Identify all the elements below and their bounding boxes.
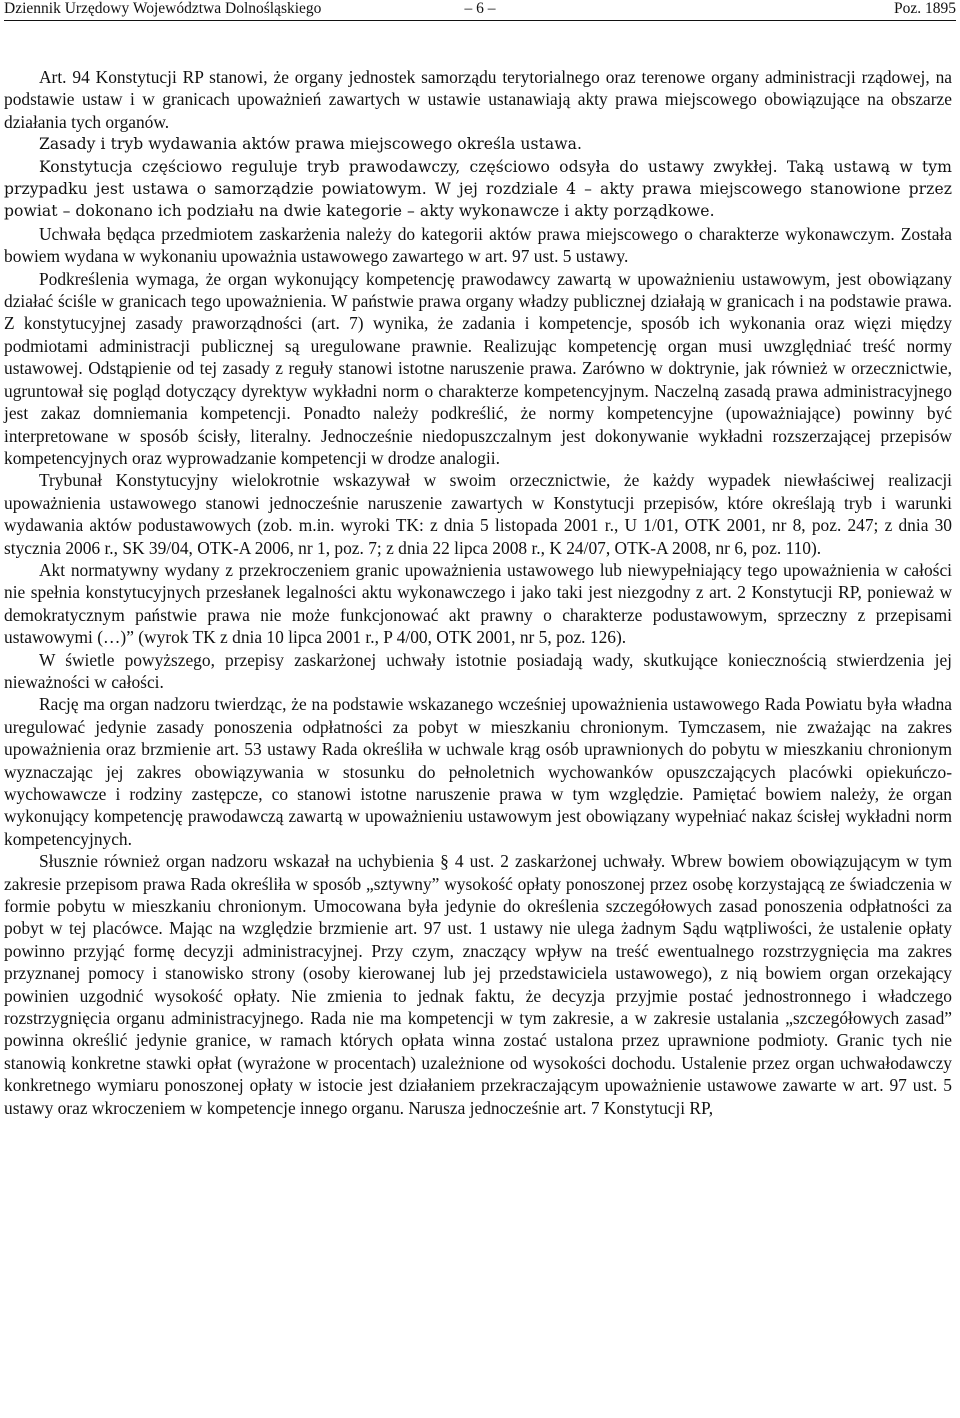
paragraph: Podkreślenia wymaga, że organ wykonujący kompetencję prawodawcy zawartą w upoważnieniu ustawowym, jest obowiązany działać ściśle w granicach tego upoważnienia. W państwie prawa organy władzy publicznej działają w granicach i na podstawie prawa. Z konstytucyjnej zasady praworządności (art. 7) wynika, że zadania i kompetencje, sposób ich wykonania oraz więzi między podmiotami administracji publicznej są uregulowane prawnie. Realizując kompetencję organ musi uwzględniać treść normy ustawowej. Odstąpienie od tej zasady z reguły stanowi istotne naruszenie prawa. Zarówno w doktrynie, jak również w orzecznictwie, ugruntował się pogląd dotyczący dyrektyw wykładni norm o charakterze kompetencyjnym. Naczelną zasadą prawa administracyjnego jest zakaz domniemania kompetencji. Ponadto należy podkreślić, że normy kompetencyjne (upoważniające) powinny być interpretowane w sposób ścisły, literalny. Jednocześnie niedopuszczalnym jest dokonywanie wykładni rozszerzającej przepisów kompetencyjnych oraz wyprowadzanie kompetencji w drodze analogii. (4, 268, 952, 468)
document-body (4, 66, 952, 1119)
header-rule (4, 20, 956, 21)
paragraph: W świetle powyższego, przepisy zaskarżonej uchwały istotnie posiadają wady, skutkujące koniecznością stwierdzenia jej nieważności w całości. (4, 649, 952, 692)
paragraph: Konstytucja częściowo reguluje tryb prawodawczy, częściowo odsyła do ustawy zwykłej. Taką ustawą w tym przypadku jest ustawa o samorządzie powiatowym. W jej rozdziale 4 – akty prawa miejscowego stanowione przez powiat – dokonano ich podziału na dwie kategorie – akty wykonawcze i akty porządkowe. (4, 157, 952, 221)
paragraph: Akt normatywny wydany z przekroczeniem granic upoważnienia ustawowego lub niewypełniający tego upoważnienia w całości nie spełnia konstytucyjnych przesłanek legalności aktu wykonawczego i jako taki jest niezgodny z art. 2 Konstytucji RP, ponieważ w demokratycznym państwie prawa nie może funkcjonować akt prawny o charakterze podustawowym, sprzeczny z przepisami ustawowymi (…)” (wyrok TK z dnia 10 lipca 2001 r., P 4/00, OTK 2001, nr 5, poz. 126). (4, 559, 952, 648)
paragraph: Rację ma organ nadzoru twierdząc, że na podstawie wskazanego wcześniej upoważnienia ustawowego Rada Powiatu była władna uregulować jedynie zasady ponoszenia odpłatności za pobyt w mieszkaniu chronionym. Tymczasem, nie zważając na zakres upoważnienia oraz brzmienie art. 53 ustawy Rada określiła w uchwale krąg osób uprawnionych do pobytu w mieszkaniu chronionym wyznaczając jej zakres obowiązywania w stosunku do pełnoletnich wychowanków opuszczających placówki opiekuńczo-wychowawcze i rodziny zastępcze, co stanowi istotne naruszenie prawa w tym względzie. Pamiętać bowiem należy, że organ wykonujący kompetencję prawodawczą zawartą w upoważnieniu ustawowym jest obowiązany wypełniać nakaz ścisłej wykładni norm kompetencyjnych. (4, 694, 952, 849)
journal-title: Dziennik Urzędowy Województwa Dolnośląskiego (4, 0, 322, 17)
paragraph: Trybunał Konstytucyjny wielokrotnie wskazywał w swoim orzecznictwie, że każdy wypadek niewłaściwej realizacji upoważnienia ustawowego stanowi jednocześnie naruszenie zawartych w Konstytucji przepisów, które określają tryb i warunki wydawania aktów podustawowych (zob. m.in. wyroki TK: z dnia 5 listopada 2001 r., U 1/01, OTK 2001, nr 8, poz. 247; z dnia 30 stycznia 2006 r., SK 39/04, OTK-A 2006, nr 1, poz. 7; z dnia 22 lipca 2008 r., K 24/07, OTK-A 2008, nr 6, poz. 110). (4, 470, 952, 558)
paragraph: Uchwała będąca przedmiotem zaskarżenia należy do kategorii aktów prawa miejscowego o charakterze wykonawczym. Została bowiem wydana w wykonaniu upoważnia ustawowego zawartego w art. 97 ust. 5 ustawy. (4, 223, 952, 267)
paragraph: Słusznie również organ nadzoru wskazał na uchybienia § 4 ust. 2 zaskarżonej uchwały. Wbrew bowiem obowiązującym w tym zakresie przepisom prawa Rada określiła w sposób „sztywny” wysokość opłaty ponoszonej przez osobę korzystającą ze świadczenia w formie pobytu w mieszkaniu chronionym. Umocowana była jedynie do określenia szczegółowych zasad ponoszenia odpłatności za pobyt w tej placówce. Mając na względzie brzmienie art. 97 ust. 1 ustawy nie ulega żadnym Sądu wątpliwości, że ustalenie opłaty powinno przyjąć formę decyzji administracyjnej. Przy czym, znaczący wpływ na treść ewentualnego rozstrzygnięcia ma zakres przyznanej pomocy i stanowisko strony (osoby kierowanej lub jej przedstawiciela ustawowego), z nią bowiem organ orzekający powinien uzgodnić wysokość opłaty. Nie zmienia to jednak faktu, że decyzja przyjmie postać jednostronnego i władczego rozstrzygnięcia organu administracyjnego. Rada nie ma kompetencji w tym zakresie, a w zakresie ustalania „szczegółowych zasad” powinna określić jedynie granice, w ramach których opłata winna zostać ustalona przez uprawnione podmioty. Granic tych nie stanowią konkretne stawki opłat (wyrażone w procentach) uzależnione od wysokości dochodu. Ustalenie przez organ uchwałodawczy konkretnego wymiaru ponoszonej opłaty w istocie jest działaniem przekraczającym upoważnienie ustawowe zawarte w art. 97 ust. 5 ustawy oraz wkroczeniem w kompetencje innego organu. Narusza jednocześnie art. 7 Konstytucji RP, (4, 851, 952, 1118)
position-number: Poz. 1895 (894, 0, 956, 17)
page-number: – 6 – (464, 0, 496, 17)
paragraph: Art. 94 Konstytucji RP stanowi, że organy jednostek samorządu terytorialnego oraz terenowe organy administracji rządowej, na podstawie ustaw i w granicach upoważnień zawartych w ustawie ustanawiają akty prawa miejscowego obowiązujące na obszarze działania tych organów. (4, 67, 952, 132)
page-header (4, 0, 956, 20)
paragraph: Zasady i tryb wydawania aktów prawa miejscowego określa ustawa. (39, 135, 582, 154)
